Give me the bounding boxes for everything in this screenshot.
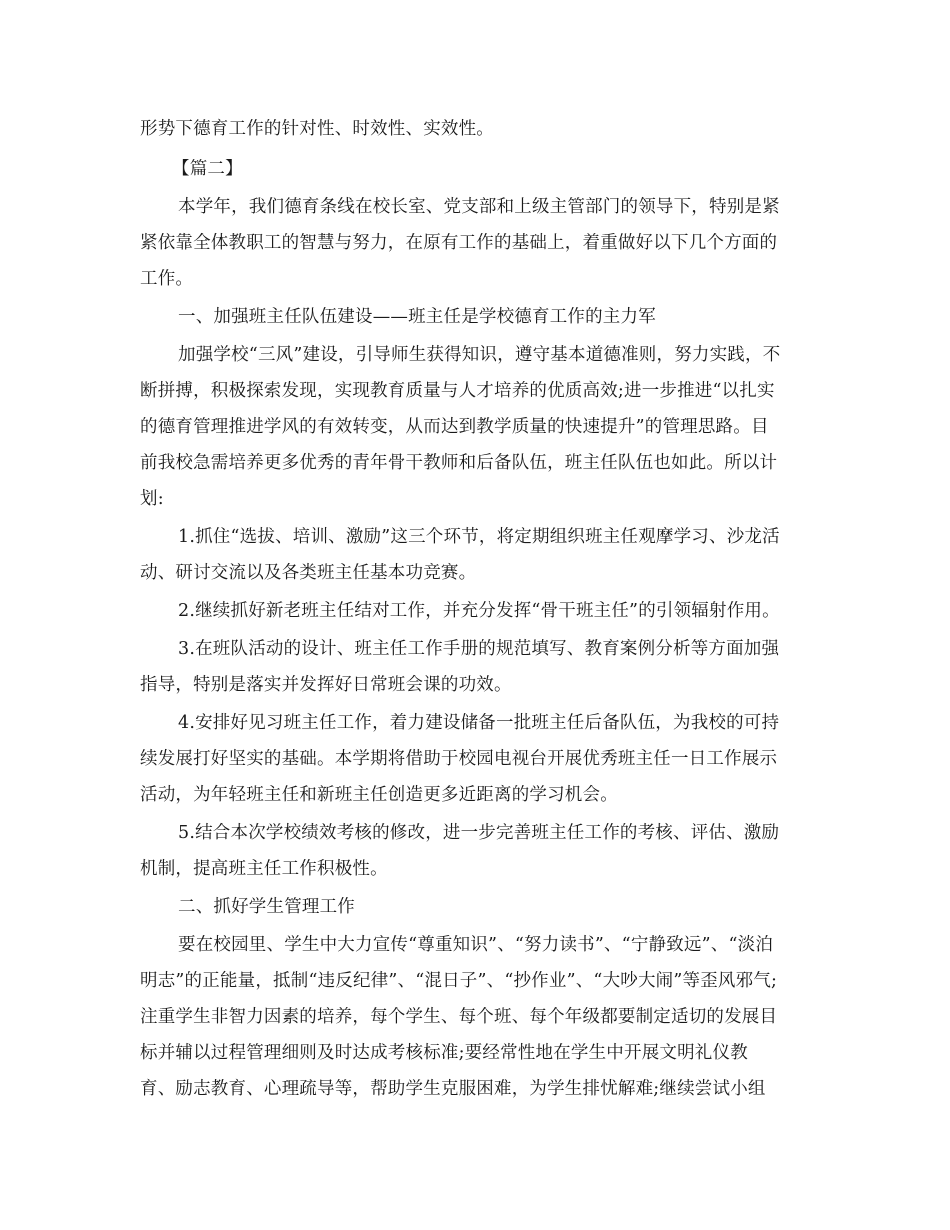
text-line: 本学年，我们德育条线在校长室、党支部和上级主管部门的领导下，特别是紧	[178, 197, 780, 217]
text-line: 工作。	[140, 269, 194, 289]
text-line: 机制，提高班主任工作积极性。	[140, 859, 388, 879]
text-line: 形势下德育工作的针对性、时效性、实效性。	[140, 119, 494, 139]
text-line: 续发展打好坚实的基础。本学期将借助于校园电视台开展优秀班主任一日工作展示	[140, 749, 778, 769]
section-heading: 【篇二】	[172, 159, 243, 179]
text-line: 加强学校“三风”建设，引导师生获得知识，遵守基本道德准则，努力实践，不	[178, 345, 781, 365]
section-heading: 一、加强班主任队伍建设——班主任是学校德育工作的主力军	[178, 307, 656, 327]
list-item: 2.继续抓好新老班主任结对工作，并充分发挥“骨干班主任”的引领辐射作用。	[178, 601, 780, 621]
text-line: 明志”的正能量，抵制“违反纪律”、“混日子”、“抄作业”、“大吵大闹”等歪风邪气;	[140, 971, 778, 991]
text-line: 的德育管理推进学风的有效转变，从而达到教学质量的快速提升”的管理思路。目	[140, 417, 769, 437]
text-line: 标并辅以过程管理细则及时达成考核标准;要经常性地在学生中开展文明礼仪教	[140, 1043, 748, 1063]
text-line: 活动，为年轻班主任和新班主任创造更多近距离的学习机会。	[140, 785, 618, 805]
text-line: 育、励志教育、心理疏导等，帮助学生克服困难，为学生排忧解难;继续尝试小组	[140, 1079, 766, 1099]
text-line: 前我校急需培养更多优秀的青年骨干教师和后备队伍，班主任队伍也如此。所以计	[140, 453, 778, 473]
text-line: 要在校园里、学生中大力宣传“尊重知识”、“努力读书”、“宁静致远”、“淡泊	[178, 935, 774, 955]
list-item: 1.抓住“选拔、培训、激励”这三个环节，将定期组织班主任观摩学习、沙龙活	[178, 527, 780, 547]
section-heading: 二、抓好学生管理工作	[178, 897, 355, 917]
list-item: 5.结合本次学校绩效考核的修改，进一步完善班主任工作的考核、评估、激励	[178, 823, 780, 843]
text-line: 指导，特别是落实并发挥好日常班会课的功效。	[140, 675, 512, 695]
text-line: 划:	[140, 489, 164, 509]
text-line: 动、研讨交流以及各类班主任基本功竞赛。	[140, 563, 477, 583]
text-line: 注重学生非智力因素的培养，每个学生、每个班、每个年级都要制定适切的发展目	[140, 1007, 778, 1027]
list-item: 4.安排好见习班主任工作，着力建设储备一批班主任后备队伍，为我校的可持	[178, 713, 780, 733]
text-line: 断拼搏，积极探索发现，实现教育质量与人才培养的优质高效;进一步推进“以扎实	[140, 381, 775, 401]
text-line: 紧依靠全体教职工的智慧与努力，在原有工作的基础上，着重做好以下几个方面的	[140, 233, 778, 253]
list-item: 3.在班队活动的设计、班主任工作手册的规范填写、教育案例分析等方面加强	[178, 639, 780, 659]
